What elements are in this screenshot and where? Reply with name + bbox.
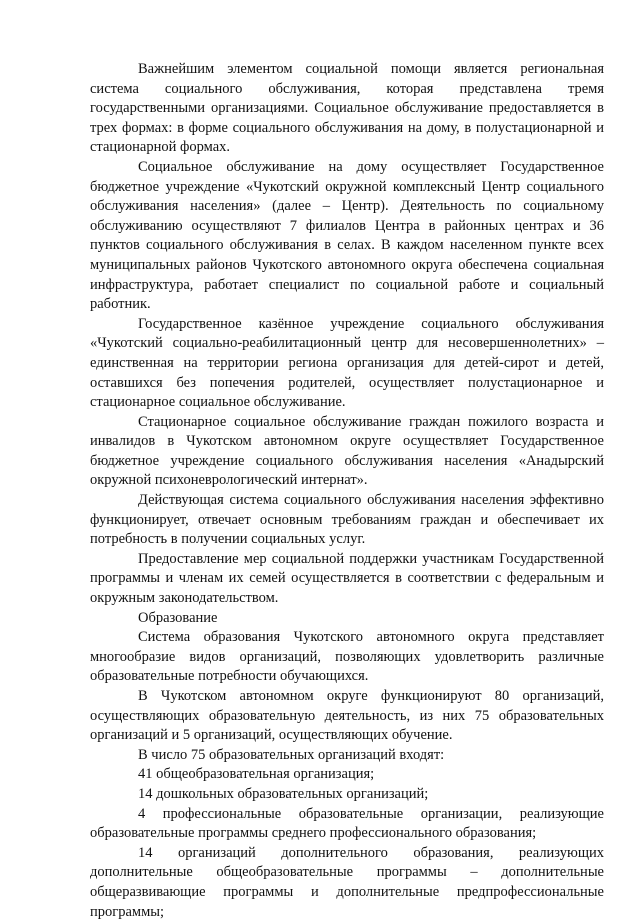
paragraph-system-effectiveness: Действующая система социального обслуживания населения эффективно функционирует, отвечает основным требованиям граждан и обеспечивает их потребность в получении социальных услуг. <box>90 492 604 548</box>
list-item-additional-education: 14 организаций дополнительного образования, реализующих дополнительные общеобразовательные программы – дополнительные общеразвивающие программы и дополнительные предпрофессиональные программы; <box>90 844 604 920</box>
list-item-preschool: 14 дошкольных образовательных организаций; <box>138 785 429 802</box>
paragraph-stationary-service: Стационарное социальное обслуживание граждан пожилого возраста и инвалидов в Чукотском автономном округе осуществляет Государственное бюджетное учреждение социального обслуживания населения «Анадырский окружной психоневрологический интернат». <box>90 413 604 489</box>
paragraph-support-measures: Предоставление мер социальной поддержки участникам Государственной программы и членам их семей осуществляется в соответствии с федеральным и окружным законодательством. <box>90 550 604 607</box>
paragraph-rehab-center: Государственное казённое учреждение социального обслуживания «Чукотский социально-реабилитационный центр для несовершеннолетних» – единственная на территории региона организация для детей-сирот и детей, оставшихся без попечения родителей, осуществляет полустационарное и стационарное социальное обслуживание. <box>90 315 604 411</box>
list-item-general-education: 41 общеобразовательная организация; <box>138 766 375 783</box>
section-heading-education: Образование <box>138 609 218 626</box>
paragraph-education-count: В Чукотском автономном округе функционируют 80 организаций, осуществляющих образовательную деятельность, из них 75 образовательных организаций и 5 организаций, осуществляющих обучение. <box>90 688 604 744</box>
document-page <box>90 60 604 922</box>
paragraph-education-system: Система образования Чукотского автономного округа представляет многообразие видов организаций, позволяющих удовлетворить различные образовательные потребности обучающихся. <box>90 629 604 685</box>
paragraph-social-system: Важнейшим элементом социальной помощи является региональная система социального обслуживания, которая представлена тремя государственными организациями. Социальное обслуживание предоставляется в трех формах: в форме социального обслуживания на дому, в полустационарной и стационарной формах. <box>90 61 604 156</box>
paragraph-home-service: Социальное обслуживание на дому осуществляет Государственное бюджетное учреждение «Чукотский окружной комплексный Центр социального обслуживания населения» (далее – Центр). Деятельность по социальному обслуживанию осуществляют 7 филиалов Центра в районных центрах и 36 пунктов социального обслуживания в селах. В каждом населенном пункте всех муниципальных районов Чукотского автономного округа обеспечена социальная инфраструктура, работает специалист по социальной работе и социальный работник. <box>90 158 604 313</box>
list-item-professional: 4 профессиональные образовательные организации, реализующие образовательные программы среднего профессионального образования; <box>90 805 604 842</box>
paragraph-education-list-intro: В число 75 образовательных организаций входят: <box>138 746 445 763</box>
